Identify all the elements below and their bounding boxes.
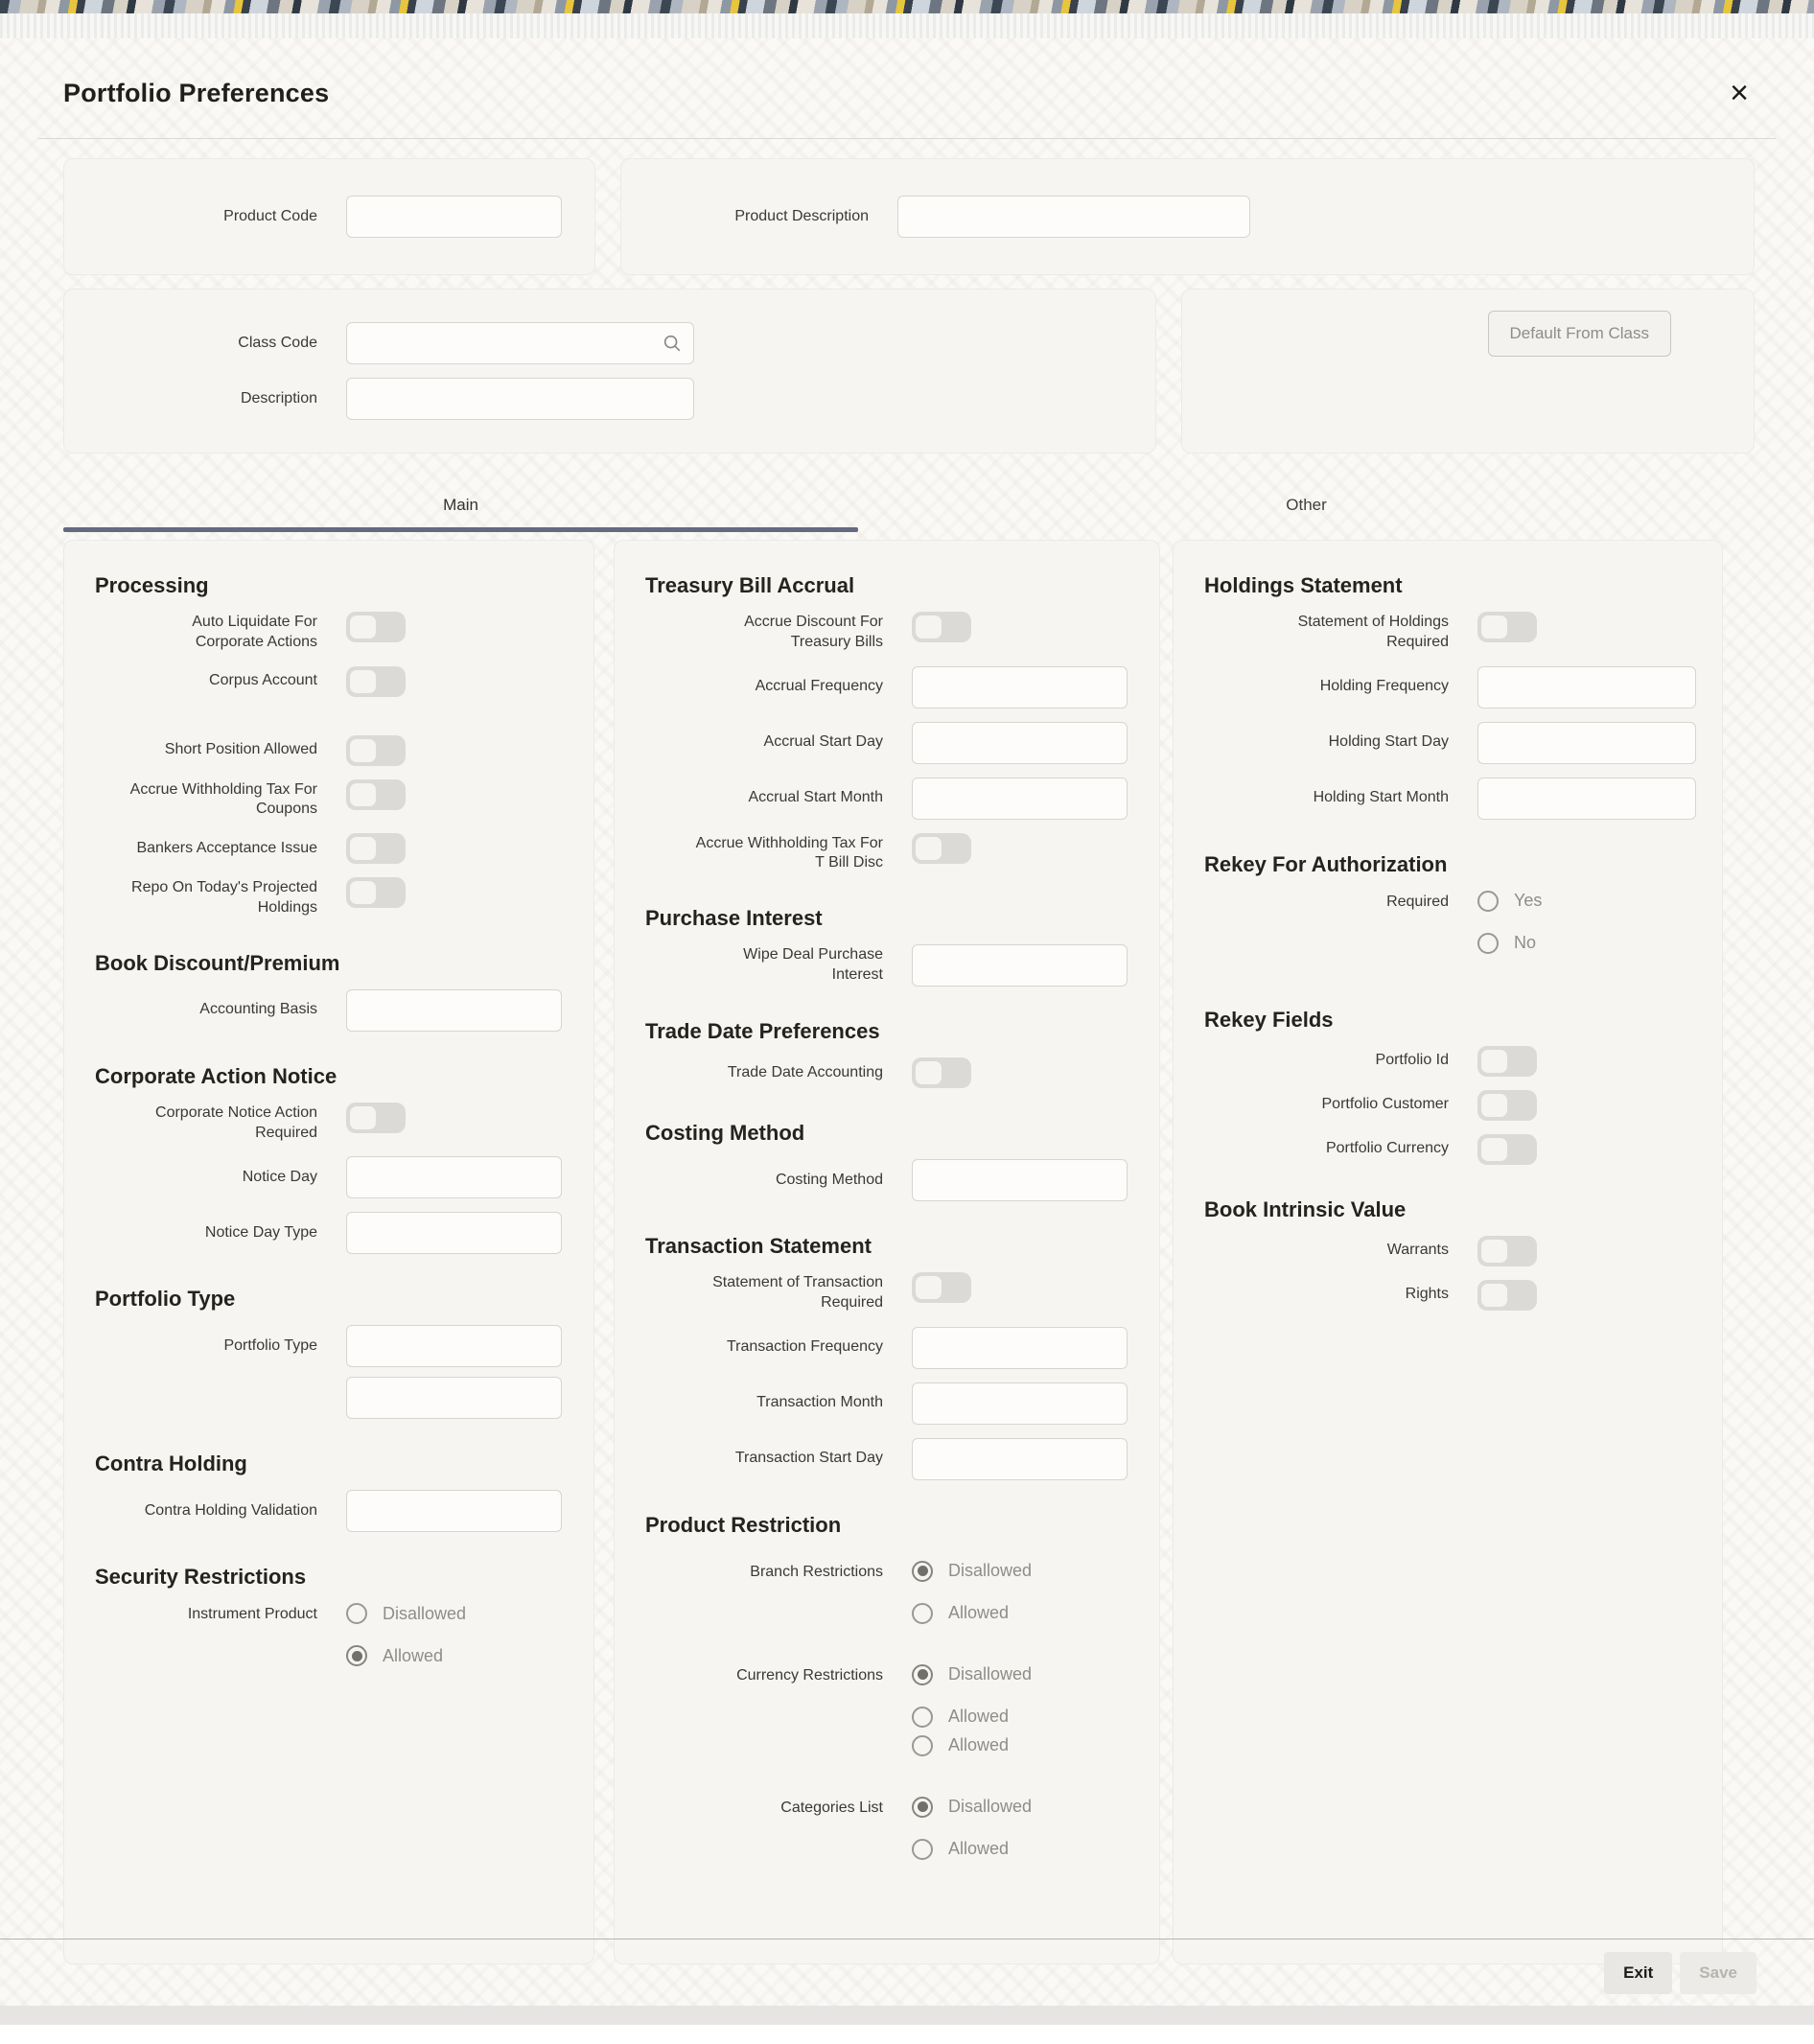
toggle-knob	[1481, 1284, 1507, 1307]
radio-label: No	[1514, 933, 1537, 953]
accrual-start-month-label: Accrual Start Month	[748, 789, 883, 806]
transaction-start-day-field	[615, 1438, 1159, 1480]
accrue-wht-tbill-field	[615, 833, 1159, 874]
notice-day-label: Notice Day	[242, 1168, 317, 1185]
categories-list-field	[615, 1797, 1159, 1881]
toggle-knob	[350, 881, 376, 904]
bottom-strip	[0, 2006, 1814, 2025]
description-label: Description	[240, 389, 317, 406]
radio-circle	[1477, 891, 1499, 912]
corporate-notice-required-field	[64, 1103, 593, 1144]
transaction-frequency-field	[615, 1327, 1159, 1369]
notice-day-input[interactable]	[346, 1156, 562, 1198]
categories-list-label: Categories List	[780, 1799, 883, 1816]
holding-start-month-input[interactable]	[1477, 778, 1696, 820]
contra-holding-validation-field	[64, 1490, 593, 1532]
default-from-class-button[interactable]: Default From Class	[1488, 311, 1671, 357]
branch-restrictions-radio-group	[912, 1561, 1032, 1645]
toggle-knob	[916, 1061, 942, 1084]
wipe-deal-field	[615, 944, 1159, 987]
radio-currency-allowed[interactable]	[912, 1707, 1032, 1728]
trade-date-accounting-toggle[interactable]	[912, 1057, 971, 1088]
radio-branch-allowed[interactable]	[912, 1603, 1032, 1624]
section-title-purchase-interest: Purchase Interest	[645, 906, 823, 931]
main-tab-content	[63, 540, 1755, 1964]
accrual-start-day-label: Accrual Start Day	[763, 733, 883, 751]
contra-holding-validation-label: Contra Holding Validation	[144, 1501, 317, 1519]
section-title-book-discount: Book Discount/Premium	[95, 950, 340, 975]
auto-liquidate-field	[64, 612, 593, 653]
radio-currency-allowed-2[interactable]	[912, 1735, 1032, 1756]
accrual-start-month-field	[615, 778, 1159, 820]
holding-start-month-label: Holding Start Month	[1313, 789, 1449, 806]
holding-start-day-label: Holding Start Day	[1328, 733, 1449, 751]
instrument-product-radio-group	[346, 1603, 466, 1687]
spacer	[64, 710, 593, 722]
section-title-rekey-fields: Rekey Fields	[1204, 1007, 1334, 1032]
radio-branch-disallowed[interactable]	[912, 1561, 1032, 1582]
currency-restrictions-radio-group	[912, 1664, 1032, 1777]
statement-transaction-required-toggle[interactable]	[912, 1272, 971, 1303]
corporate-notice-required-label: Corporate Notice Action Required	[155, 1103, 317, 1141]
radio-circle	[912, 1561, 933, 1582]
portfolio-currency-field	[1174, 1134, 1722, 1165]
toggle-knob	[350, 1106, 376, 1129]
transaction-frequency-label: Transaction Frequency	[726, 1338, 883, 1356]
trade-date-accounting-label: Trade Date Accounting	[727, 1063, 883, 1080]
accounting-basis-input[interactable]	[346, 989, 562, 1032]
instrument-product-field	[64, 1603, 593, 1687]
portfolio-currency-label: Portfolio Currency	[1325, 1140, 1449, 1157]
transaction-month-label: Transaction Month	[756, 1394, 883, 1411]
branch-restrictions-label: Branch Restrictions	[750, 1563, 883, 1580]
contra-holding-validation-input[interactable]	[346, 1490, 562, 1532]
portfolio-id-label: Portfolio Id	[1375, 1052, 1449, 1069]
currency-restrictions-field	[615, 1664, 1159, 1777]
accrual-frequency-label: Accrual Frequency	[755, 678, 883, 695]
section-title-costing-method: Costing Method	[645, 1121, 805, 1146]
tab-other[interactable]: Other	[1286, 496, 1327, 514]
portfolio-customer-label: Portfolio Customer	[1321, 1096, 1449, 1113]
accrue-discount-toggle[interactable]	[912, 612, 971, 642]
holding-start-day-field	[1174, 722, 1722, 764]
toggle-knob	[350, 616, 376, 639]
accrual-frequency-field	[615, 666, 1159, 708]
accrual-frequency-input[interactable]	[912, 666, 1128, 708]
product-code-input[interactable]	[346, 196, 562, 238]
section-title-treasury: Treasury Bill Accrual	[645, 573, 855, 597]
section-title-book-intrinsic-value: Book Intrinsic Value	[1204, 1196, 1407, 1221]
transaction-month-input[interactable]	[912, 1382, 1128, 1425]
transaction-frequency-input[interactable]	[912, 1327, 1128, 1369]
close-icon[interactable]: ×	[1730, 75, 1749, 111]
product-description-input[interactable]	[897, 196, 1250, 238]
repo-holdings-toggle[interactable]	[346, 877, 406, 908]
search-icon[interactable]	[662, 333, 683, 354]
product-code-label: Product Code	[223, 207, 317, 224]
decorative-top-stripe	[0, 0, 1814, 13]
page-title: Portfolio Preferences	[63, 78, 330, 107]
radio-circle	[346, 1603, 367, 1624]
portfolio-customer-field	[1174, 1090, 1722, 1121]
repo-holdings-label: Repo On Today's Projected Holdings	[131, 879, 317, 916]
currency-restrictions-label: Currency Restrictions	[736, 1666, 883, 1684]
wipe-deal-label: Wipe Deal Purchase Interest	[743, 946, 883, 983]
bankers-acceptance-label: Bankers Acceptance Issue	[136, 839, 317, 856]
accrual-start-day-field	[615, 722, 1159, 764]
costing-method-field	[615, 1159, 1159, 1201]
radio-label: Disallowed	[948, 1664, 1033, 1684]
warrants-label: Warrants	[1386, 1242, 1449, 1259]
footer-actions	[1604, 1952, 1756, 1994]
accrue-discount-field	[615, 612, 1159, 653]
description-field	[64, 378, 1155, 420]
product-code-field	[64, 196, 594, 238]
section-title-product-restriction: Product Restriction	[645, 1512, 842, 1537]
short-position-toggle[interactable]	[346, 735, 406, 766]
section-title-rekey-authorization: Rekey For Authorization	[1204, 851, 1448, 876]
section-title-trade-date: Trade Date Preferences	[645, 1019, 880, 1044]
right-column-card	[1173, 540, 1723, 1964]
holding-start-month-field	[1174, 778, 1722, 820]
radio-currency-disallowed[interactable]	[912, 1664, 1032, 1685]
radio-label: Allowed	[948, 1839, 1010, 1859]
toggle-knob	[350, 739, 376, 762]
corpus-account-label: Corpus Account	[209, 672, 317, 689]
portfolio-id-toggle[interactable]	[1477, 1046, 1537, 1077]
auto-liquidate-toggle[interactable]	[346, 612, 406, 642]
section-title-contra-holding: Contra Holding	[95, 1452, 247, 1476]
radio-circle	[346, 1645, 367, 1666]
toggle-knob	[1481, 1240, 1507, 1263]
accrue-wht-tbill-label: Accrue Withholding Tax For T Bill Disc	[695, 834, 883, 871]
toggle-knob	[350, 670, 376, 693]
radio-categories-allowed[interactable]	[912, 1839, 1032, 1860]
portfolio-customer-toggle[interactable]	[1477, 1090, 1537, 1121]
accrue-wht-coupons-label: Accrue Withholding Tax For Coupons	[129, 780, 317, 818]
toggle-knob	[916, 837, 942, 860]
class-code-field	[64, 322, 1155, 364]
short-position-field	[64, 735, 593, 766]
short-position-label: Short Position Allowed	[164, 741, 317, 758]
toggle-knob	[350, 783, 376, 806]
class-code-input-wrap	[346, 322, 694, 364]
statement-transaction-required-label: Statement of Transaction Required	[712, 1274, 883, 1311]
notice-day-type-input[interactable]	[346, 1212, 562, 1254]
statement-holdings-required-field	[1174, 612, 1722, 653]
corporate-notice-required-toggle[interactable]	[346, 1103, 406, 1133]
toggle-knob	[1481, 616, 1507, 639]
radio-circle	[912, 1664, 933, 1685]
holding-frequency-label: Holding Frequency	[1319, 678, 1449, 695]
holding-frequency-input[interactable]	[1477, 666, 1696, 708]
transaction-start-day-label: Transaction Start Day	[734, 1450, 883, 1467]
toggle-knob	[1481, 1094, 1507, 1117]
radio-circle	[912, 1797, 933, 1818]
middle-column-card	[614, 540, 1160, 1964]
radio-instrument-disallowed[interactable]	[346, 1603, 466, 1624]
class-code-card	[63, 289, 1156, 453]
corpus-account-field	[64, 666, 593, 697]
radio-label: Disallowed	[948, 1797, 1033, 1817]
accrue-discount-label: Accrue Discount For Treasury Bills	[744, 614, 883, 650]
warrants-field	[1174, 1236, 1722, 1266]
portfolio-currency-toggle[interactable]	[1477, 1134, 1537, 1165]
radio-label: Disallowed	[948, 1561, 1033, 1581]
holding-start-day-input[interactable]	[1477, 722, 1696, 764]
instrument-product-label: Instrument Product	[187, 1606, 317, 1623]
radio-label: Allowed	[948, 1603, 1010, 1623]
portfolio-type-secondary-input[interactable]	[346, 1377, 562, 1419]
radio-label: Disallowed	[383, 1603, 467, 1623]
radio-circle	[912, 1603, 933, 1624]
product-description-field	[621, 196, 1754, 238]
rekey-required-field	[1174, 891, 1722, 975]
notice-day-field	[64, 1156, 593, 1198]
dialog-header	[38, 38, 1776, 139]
accrual-start-month-input[interactable]	[912, 778, 1128, 820]
trade-date-accounting-field	[615, 1057, 1159, 1088]
portfolio-type-input[interactable]	[346, 1325, 562, 1367]
section-title-transaction-statement: Transaction Statement	[645, 1234, 872, 1259]
left-column-card	[63, 540, 594, 1964]
default-from-class-card	[1181, 289, 1755, 453]
auto-liquidate-label: Auto Liquidate For Corporate Actions	[192, 614, 317, 650]
radio-label: Allowed	[948, 1735, 1010, 1755]
radio-label: Allowed	[948, 1707, 1010, 1727]
radio-label: Yes	[1514, 891, 1543, 911]
section-title-security-restrictions: Security Restrictions	[95, 1565, 307, 1590]
save-button[interactable]: Save	[1680, 1952, 1756, 1994]
statement-transaction-required-field	[615, 1272, 1159, 1313]
radio-label: Allowed	[383, 1645, 444, 1665]
product-description-card	[620, 158, 1755, 275]
product-description-label: Product Description	[734, 207, 869, 224]
radio-circle	[1477, 933, 1499, 954]
accounting-basis-label: Accounting Basis	[199, 1001, 317, 1018]
portfolio-type-label: Portfolio Type	[223, 1336, 317, 1354]
tab-main[interactable]: Main	[63, 478, 858, 532]
radio-instrument-allowed[interactable]	[346, 1645, 466, 1666]
section-title-holdings-statement: Holdings Statement	[1204, 573, 1403, 597]
class-row	[63, 289, 1755, 453]
toggle-knob	[1481, 1050, 1507, 1073]
section-title-processing: Processing	[95, 573, 209, 597]
class-code-label: Class Code	[238, 334, 317, 351]
radio-categories-disallowed[interactable]	[912, 1797, 1032, 1818]
notice-day-type-label: Notice Day Type	[204, 1223, 317, 1241]
accrue-wht-tbill-toggle[interactable]	[912, 833, 971, 864]
tab-bar	[63, 478, 1755, 532]
warrants-toggle[interactable]	[1477, 1236, 1537, 1266]
portfolio-type-field	[64, 1325, 593, 1367]
section-title-portfolio-type: Portfolio Type	[95, 1287, 236, 1312]
statement-holdings-required-toggle[interactable]	[1477, 612, 1537, 642]
transaction-start-day-input[interactable]	[912, 1438, 1128, 1480]
toggle-knob	[916, 616, 942, 639]
exit-button[interactable]: Exit	[1604, 1952, 1672, 1994]
decorative-sub-stripe	[0, 13, 1814, 38]
portfolio-preferences-dialog	[0, 38, 1814, 2006]
class-code-input[interactable]	[346, 322, 694, 364]
bankers-acceptance-toggle[interactable]	[346, 833, 406, 864]
toggle-knob	[1481, 1138, 1507, 1161]
costing-method-input[interactable]	[912, 1159, 1128, 1201]
categories-list-radio-group	[912, 1797, 1032, 1881]
accrual-start-day-input[interactable]	[912, 722, 1128, 764]
portfolio-type-secondary-field	[64, 1377, 593, 1419]
product-code-card	[63, 158, 595, 275]
costing-method-label: Costing Method	[775, 1171, 883, 1188]
wipe-deal-input[interactable]	[912, 944, 1128, 987]
accrue-wht-coupons-toggle[interactable]	[346, 779, 406, 810]
radio-circle	[912, 1707, 933, 1728]
rights-field	[1174, 1280, 1722, 1311]
repo-holdings-field	[64, 877, 593, 918]
product-row	[63, 158, 1755, 275]
notice-day-type-field	[64, 1212, 593, 1254]
radio-rekey-yes[interactable]	[1477, 891, 1542, 912]
description-input[interactable]	[346, 378, 694, 420]
toggle-knob	[350, 837, 376, 860]
rekey-required-radio-group	[1477, 891, 1542, 975]
rights-toggle[interactable]	[1477, 1280, 1537, 1311]
accounting-basis-field	[64, 989, 593, 1032]
accrue-wht-coupons-field	[64, 779, 593, 821]
radio-rekey-no[interactable]	[1477, 933, 1542, 954]
radio-circle	[912, 1735, 933, 1756]
bankers-acceptance-field	[64, 833, 593, 864]
radio-circle	[912, 1839, 933, 1860]
portfolio-id-field	[1174, 1046, 1722, 1077]
toggle-knob	[916, 1276, 942, 1299]
branch-restrictions-field	[615, 1561, 1159, 1645]
statement-holdings-required-label: Statement of Holdings Required	[1297, 614, 1449, 650]
section-title-corporate-action-notice: Corporate Action Notice	[95, 1063, 337, 1088]
corpus-account-toggle[interactable]	[346, 666, 406, 697]
transaction-month-field	[615, 1382, 1159, 1425]
holding-frequency-field	[1174, 666, 1722, 708]
rekey-required-label: Required	[1386, 893, 1449, 910]
rights-label: Rights	[1405, 1286, 1449, 1303]
